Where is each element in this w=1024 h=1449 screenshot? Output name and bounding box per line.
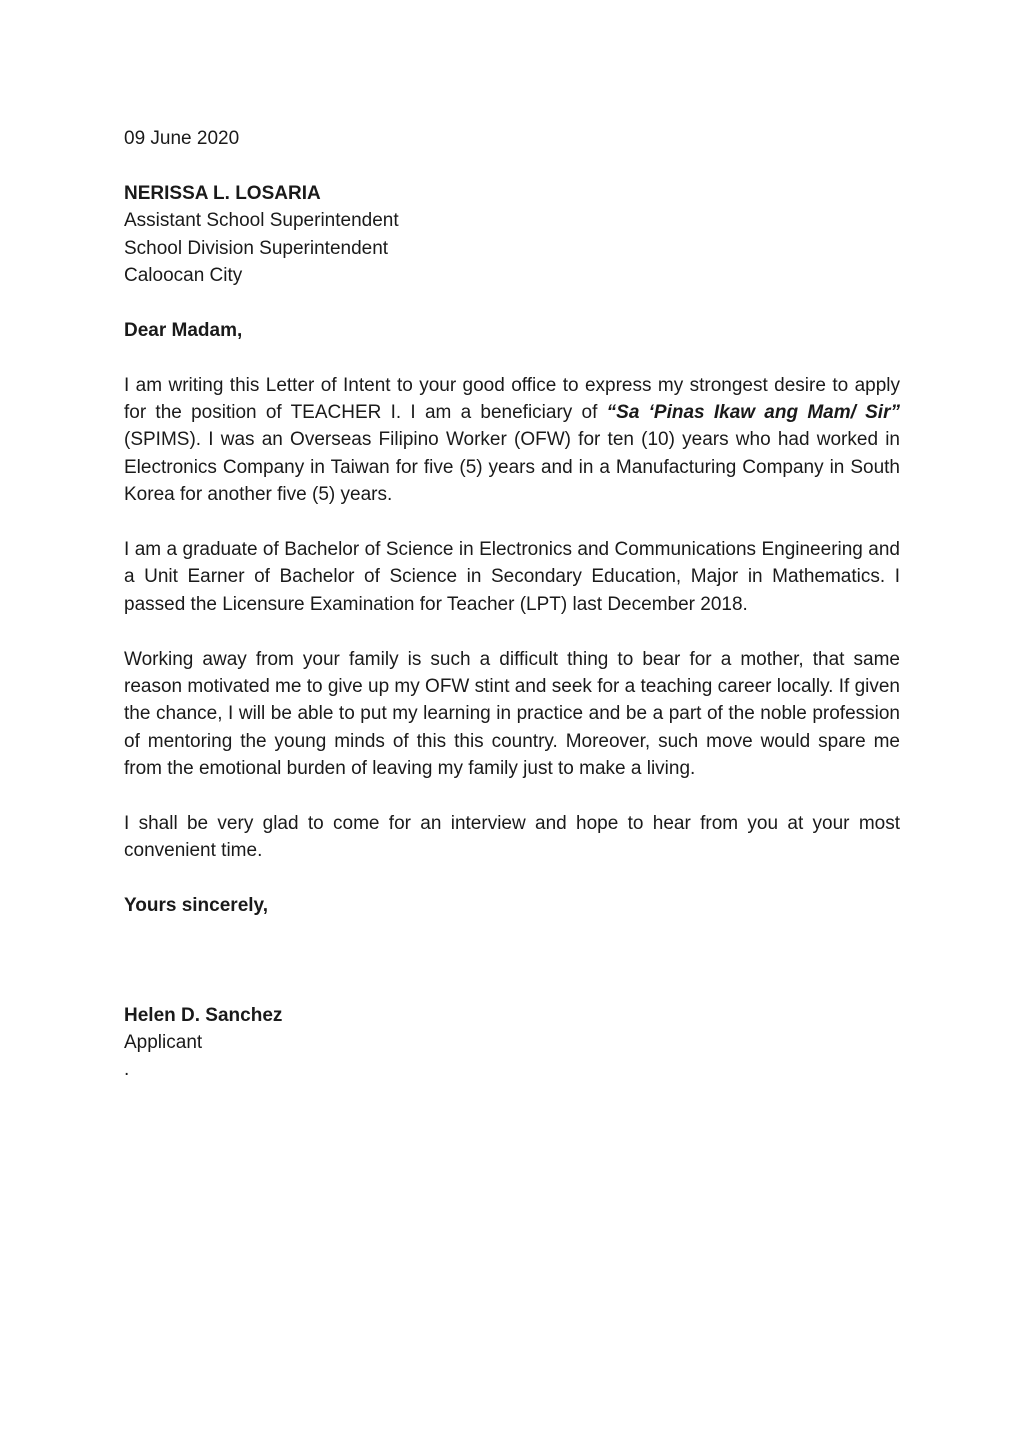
paragraph-1-rest: (SPIMS). I was an Overseas Filipino Worker (OFW) for ten (10) years who had worked in Electronics Company in Taiwan for five (5) years and in a Manufacturing Company in South Korea for another five (5) years. xyxy=(124,429,900,506)
letter-date: 09 June 2020 xyxy=(124,128,240,149)
recipient-block xyxy=(124,180,900,290)
trailing-period: . xyxy=(124,1059,130,1081)
recipient-title-1: Assistant School Superintendent xyxy=(124,210,399,232)
recipient-title-2: School Division Superintendent xyxy=(124,237,389,259)
recipient-city: Caloocan City xyxy=(124,265,243,287)
signature-block xyxy=(124,1002,900,1084)
salutation: Dear Madam, xyxy=(124,319,243,341)
program-name: “Sa ‘Pinas Ikaw ang Mam/ Sir” xyxy=(606,402,900,424)
paragraph-4: I shall be very glad to come for an interview and hope to hear from you at your most convenient time. xyxy=(124,813,900,862)
letter-page xyxy=(124,125,900,1084)
signer-name: Helen D. Sanchez xyxy=(124,1004,283,1026)
signer-role: Applicant xyxy=(124,1032,203,1054)
recipient-name: NERISSA L. LOSARIA xyxy=(124,182,321,204)
paragraph-1-intro: I am writing this Letter of Intent to your good office to express my strongest desire to apply for the position of TEACHER I. I am a beneficiary of xyxy=(124,374,900,424)
closing: Yours sincerely, xyxy=(124,895,268,917)
paragraph-1 xyxy=(124,372,900,509)
paragraph-2: I am a graduate of Bachelor of Science in Electronics and Communications Engineering and a Unit Earner of Bachelor of Science in Secondary Education, Major in Mathematics. I passed the Licensure Examination for Teacher (LPT) last December 2018. xyxy=(124,539,900,615)
paragraph-3: Working away from your family is such a difficult thing to bear for a mother, that same reason motivated me to give up my OFW stint and seek for a teaching career locally. If given the chance, I will be able to put my learning in practice and be a part of the noble profession of mentoring the young minds of this this country. Moreover, such move would spare me from the emotional burden of leaving my family just to make a living. xyxy=(124,648,900,780)
